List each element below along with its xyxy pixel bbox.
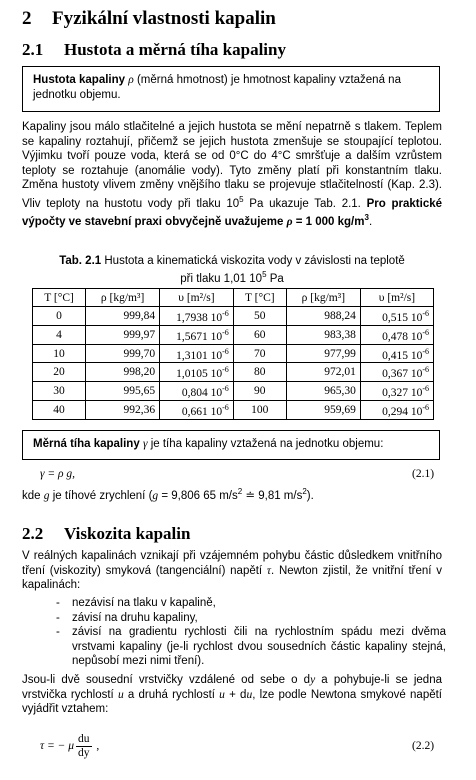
table-cell: 0,804 $10^{-6}$ [160, 382, 234, 401]
u-symbol: u [246, 688, 253, 701]
superscript: 5 [262, 270, 267, 279]
chapter-number: 2 [22, 8, 32, 29]
table-cell: 1,7938 $10^{-6}$ [160, 307, 234, 326]
derivative-fraction [76, 733, 92, 760]
table-row [33, 363, 434, 382]
equation-number: (2.1) [412, 468, 435, 480]
exponent: -6 [222, 346, 229, 356]
table-cell: 972,01 [286, 363, 360, 382]
note-text: kde [22, 489, 44, 502]
equation-tail: , [93, 740, 100, 753]
definition-symbol: γ [142, 438, 148, 450]
superscript: 3 [364, 213, 369, 223]
exponent: -6 [422, 403, 429, 413]
section-title: Viskozita kapalin [64, 524, 191, 543]
exponent: -6 [222, 384, 229, 394]
table-row [33, 382, 434, 401]
table-row [33, 307, 434, 326]
superscript: 5 [239, 194, 244, 204]
newton-findings-list [56, 596, 446, 669]
table-cell: 1,0105 $10^{-6}$ [160, 363, 234, 382]
definition-symbol: ρ [128, 74, 134, 86]
note-text: je tíhové zrychlení ( [49, 489, 153, 502]
section-heading-2-1 [22, 40, 286, 60]
table-cell: 0 [33, 307, 86, 326]
exponent: -6 [222, 403, 229, 413]
table-cell: 40 [33, 401, 86, 420]
table-cell: 983,38 [286, 325, 360, 344]
exponent: -6 [422, 309, 429, 318]
bold-text: Pro praktické výpočty ve stavební praxi obvyčejně uvažujeme [22, 197, 443, 229]
list-item: - závisí na druhu kapaliny, [56, 611, 446, 626]
table-cell: 0,661 $10^{-6}$ [160, 401, 234, 420]
exponent: -6 [222, 309, 229, 318]
table-cell: 20 [33, 363, 86, 382]
table-cell: 0,327 $10^{-6}$ [360, 382, 433, 401]
exponent: -6 [422, 327, 429, 337]
table-cell: 70 [233, 344, 286, 363]
equation-lhs: τ = − μ [40, 740, 75, 753]
table-cell: 30 [33, 382, 86, 401]
table-cell: 1,3101 $10^{-6}$ [160, 344, 234, 363]
fraction-numerator: du [78, 733, 90, 745]
list-item: - nezávisí na tlaku v kapalině, [56, 596, 446, 611]
table-header: T [°C] [233, 289, 286, 307]
exponent: -6 [422, 384, 429, 394]
table-cell: 977,99 [286, 344, 360, 363]
table-label: Tab. 2.1 [59, 255, 102, 267]
table-header: υ [m²/s] [160, 289, 234, 307]
table-header: T [°C] [33, 289, 86, 307]
section-number: 2.1 [22, 40, 44, 59]
table-cell: 0,294 $10^{-6}$ [360, 401, 433, 420]
note-value: ≐ 9,81 m/s [242, 489, 303, 502]
paragraph-text: Pa ukazuje Tab. 2.1. [243, 197, 367, 210]
table-cell: 0,367 $10^{-6}$ [360, 363, 433, 382]
note-end: ). [306, 489, 314, 502]
g-symbol: g [152, 489, 159, 502]
fraction-denominator: dy [78, 747, 90, 759]
table-row [33, 344, 434, 363]
table-row [33, 401, 434, 420]
definition-text: (měrná hmotnost) je hmotnost kapaliny vztažená na jednotku objemu. [33, 74, 401, 101]
definition-term: Měrná tíha kapaliny [33, 438, 140, 450]
table-cell: 100 [233, 401, 286, 420]
viscosity-paragraph [22, 549, 442, 593]
exponent: -6 [222, 365, 229, 375]
paragraph-text: + d [224, 688, 247, 701]
u-symbol: u [117, 688, 124, 701]
equation-formula: γ = ρ g, [40, 468, 76, 480]
note-value: = 9,806 65 m/s [158, 489, 238, 502]
table-cell: 965,30 [286, 382, 360, 401]
newton-layer-paragraph [22, 673, 442, 717]
table-cell: 999,70 [86, 344, 160, 363]
equation-number: (2.2) [412, 740, 435, 752]
table-header: υ [m²/s] [360, 289, 433, 307]
equation-2-1 [40, 468, 75, 480]
density-definition-box [22, 66, 440, 112]
table-header: ρ [kg/m³] [86, 289, 160, 307]
table-header-row [33, 289, 434, 307]
table-cell: 995,65 [86, 382, 160, 401]
table-cell: 992,36 [86, 401, 160, 420]
section-title: Hustota a měrná tíha kapaliny [64, 40, 286, 59]
table-cell: 959,69 [286, 401, 360, 420]
table-cell: 999,97 [86, 325, 160, 344]
definition-term: Hustota kapaliny [33, 74, 126, 86]
caption-text: Hustota a kinematická viskozita vody v závislosti na teplotě [101, 255, 405, 267]
chapter-title: Fyzikální vlastnosti kapalin [52, 8, 276, 29]
bold-value: = 1 000 kg/m [292, 216, 365, 229]
g-symbol: g [43, 489, 50, 502]
table-cell: 988,24 [286, 307, 360, 326]
paragraph-text: V reálných kapalinách vznikají při vzájemném pohybu částic důsledkem vnitřního tření (viskozity) smyková (tangenciální) napětí [22, 550, 442, 577]
superscript: 2 [237, 487, 243, 496]
section-number: 2.2 [22, 524, 44, 543]
table-cell: 0,415 $10^{-6}$ [360, 344, 433, 363]
paragraph-text: a druhá rychlostí [123, 688, 220, 701]
y-symbol: y [310, 674, 316, 686]
table-cell: 0,515 $10^{-6}$ [360, 307, 433, 326]
caption-unit: Pa [266, 272, 284, 285]
table-cell: 4 [33, 325, 86, 344]
table-body [33, 307, 434, 420]
equation-2-2 [40, 733, 99, 760]
table-cell: 80 [233, 363, 286, 382]
paragraph-end: . [368, 216, 373, 229]
u-symbol: u [219, 688, 225, 701]
table-cell: 90 [233, 382, 286, 401]
table-cell: 1,5671 $10^{-6}$ [160, 325, 234, 344]
gravity-note [22, 485, 442, 503]
caption-text: při tlaku 1,01 10 [180, 272, 263, 285]
paragraph-text: Jsou-li dvě sousední vrstvičky vzdálené od sebe o d [22, 674, 311, 686]
table-cell: 10 [33, 344, 86, 363]
tau-symbol: τ [266, 564, 271, 577]
table-cell: 998,20 [86, 363, 160, 382]
list-item: - závisí na gradientu rychlosti čili na rychlostním spádu mezi dvěma vrstvami kapaliny (je-li rychlost dvou sousedních částic kapaliny stejná, nepůsobí mezi nimi tření). [56, 625, 446, 669]
exponent: -6 [422, 346, 429, 356]
paragraph-text: . Newton zjistil, že vnitřní tření v kapalinách: [22, 564, 442, 592]
table-caption [22, 254, 442, 286]
paragraph-text: a pohybuje-li se jedna vrstvička rychlostí [22, 674, 442, 701]
water-properties-table [32, 288, 434, 420]
rho-symbol: ρ [286, 216, 293, 229]
chapter-heading [22, 8, 276, 30]
section-heading-2-2 [22, 524, 190, 544]
table-cell: 0,478 $10^{-6}$ [360, 325, 433, 344]
table-cell: 60 [233, 325, 286, 344]
definition-text: je tíha kapaliny vztažená na jednotku objemu: [150, 438, 384, 450]
table-row [33, 325, 434, 344]
paragraph-text: , lze podle Newtona smykové napětí vyjádřit vztahem: [22, 688, 442, 716]
superscript: 2 [302, 487, 307, 496]
table-header: ρ [kg/m³] [286, 289, 360, 307]
table-cell: 999,84 [86, 307, 160, 326]
density-paragraph [22, 120, 442, 230]
table-cell: 50 [233, 307, 286, 326]
weight-definition-box [22, 430, 440, 460]
exponent: -6 [422, 365, 429, 375]
exponent: -6 [222, 327, 229, 337]
paragraph-text: Kapaliny jsou málo stlačitelné a jejich hustota se mění nepatrně s tlakem. Teplem se kapaliny roztahují, přičemž se jejich hustota zmenšuje se stoupající teplotou. Výjimku tvoří pouze voda, která se od 0°C do 4°C smršťuje a dalším vzrůstem teploty se roztahuje (anomálie vody). Tyto změny platí při konstantním tlaku. Změna hustoty vlivem změny vnějšího tlaku se projevuje stlačitelností (Kap. 2.3). Vliv teploty na hustotu vody při tlaku 10 [22, 121, 442, 210]
